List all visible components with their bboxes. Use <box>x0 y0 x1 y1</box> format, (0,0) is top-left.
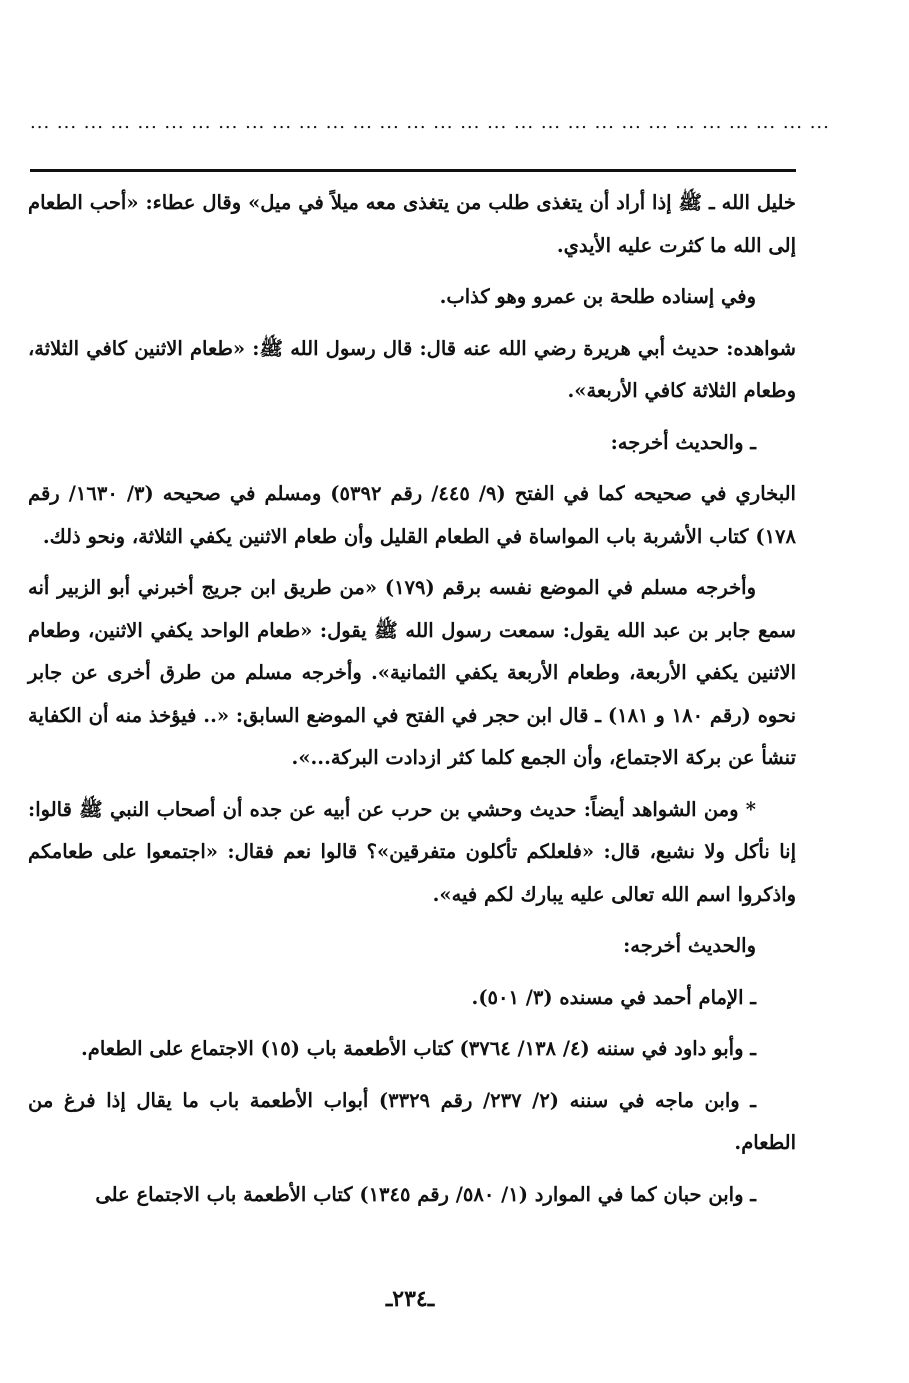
paragraph-5: البخاري في صحيحه كما في الفتح (٩/ ٤٤٥/ رقم ٥٣٩٢) ومسلم في صحيحه (٣/ ١٦٣٠/ رقم ١٧٨) كتاب الأشربة باب المواساة في الطعام القليل وأن طعام الاثنين يكفي الثلاثة، ونحو ذلك. <box>28 482 796 548</box>
paragraph-4: ـ والحديث أخرجه: <box>610 430 756 454</box>
paragraph-2: وفي إسناده طلحة بن عمرو وهو كذاب. <box>439 285 756 308</box>
paragraph-11: ـ وابن ماجه في سننه (٢/ ٢٣٧/ رقم ٣٣٢٩) أبواب الأطعمة باب ما يقال إذا فرغ من الطعام. <box>28 1088 796 1154</box>
paragraph-8: والحديث أخرجه: <box>623 934 756 957</box>
paragraph-6: وأخرجه مسلم في الموضع نفسه برقم (١٧٩) «من طريق ابن جريج أخبرني أبو الزبير أنه سمع جابر بن عبد الله يقول: سمعت رسول الله ﷺ يقول: «طعام الواحد يكفي الاثنين، وطعام الاثنين يكفي الأربعة، وطعام الأربعة يكفي الثمانية». وأخرجه مسلم من طرق أخرى عن جابر نحوه (رقم ١٨٠ و ١٨١) ـ قال ابن حجر في الفتح في الموضع السابق: «.. فيؤخذ منه أن الكفاية تنشأ عن بركة الاجتماع، وأن الجمع كلما كثر ازدادت البركة...». <box>28 576 797 769</box>
paragraph-1: خليل الله ـ ﷺ إذا أراد أن يتغذى طلب من يتغذى معه ميلاً في ميل» وقال عطاء: «أحب الطعام إلى الله ما كثرت عليه الأيدي. <box>28 191 796 257</box>
paragraph-9: ـ الإمام أحمد في مسنده (٣/ ٥٠١). <box>471 985 756 1009</box>
page-body <box>28 182 796 1216</box>
page-number: ـ٢٣٤ـ <box>385 1286 435 1312</box>
paragraph-7: * ومن الشواهد أيضاً: حديث وحشي بن حرب عن أبيه عن جده أن أصحاب النبي ﷺ قالوا: إنا نأكل ولا نشبع، قال: «فلعلكم تأكلون متفرقين»؟ قالوا نعم فقال: «اجتمعوا على طعامكم واذكروا اسم الله تعالى عليه يبارك لكم فيه». <box>28 797 796 906</box>
separator-dots: ... ... ... ... ... ... ... ... ... ... ... ... ... ... ... ... ... ... ... ... ... ... ... ... ... ... ... ... ... ... <box>30 112 830 133</box>
footnote-rule <box>30 169 796 172</box>
paragraph-3: شواهده: حديث أبي هريرة رضي الله عنه قال: قال رسول الله ﷺ: «طعام الاثنين كافي الثلاثة، وطعام الثلاثة كافي الأربعة». <box>28 336 796 402</box>
paragraph-12: ـ وابن حبان كما في الموارد (١/ ٥٨٠/ رقم ١٣٤٥) كتاب الأطعمة باب الاجتماع على <box>95 1182 756 1206</box>
paragraph-10: ـ وأبو داود في سننه (٤/ ١٣٨/ ٣٧٦٤) كتاب الأطعمة باب (١٥) الاجتماع على الطعام. <box>80 1037 756 1060</box>
